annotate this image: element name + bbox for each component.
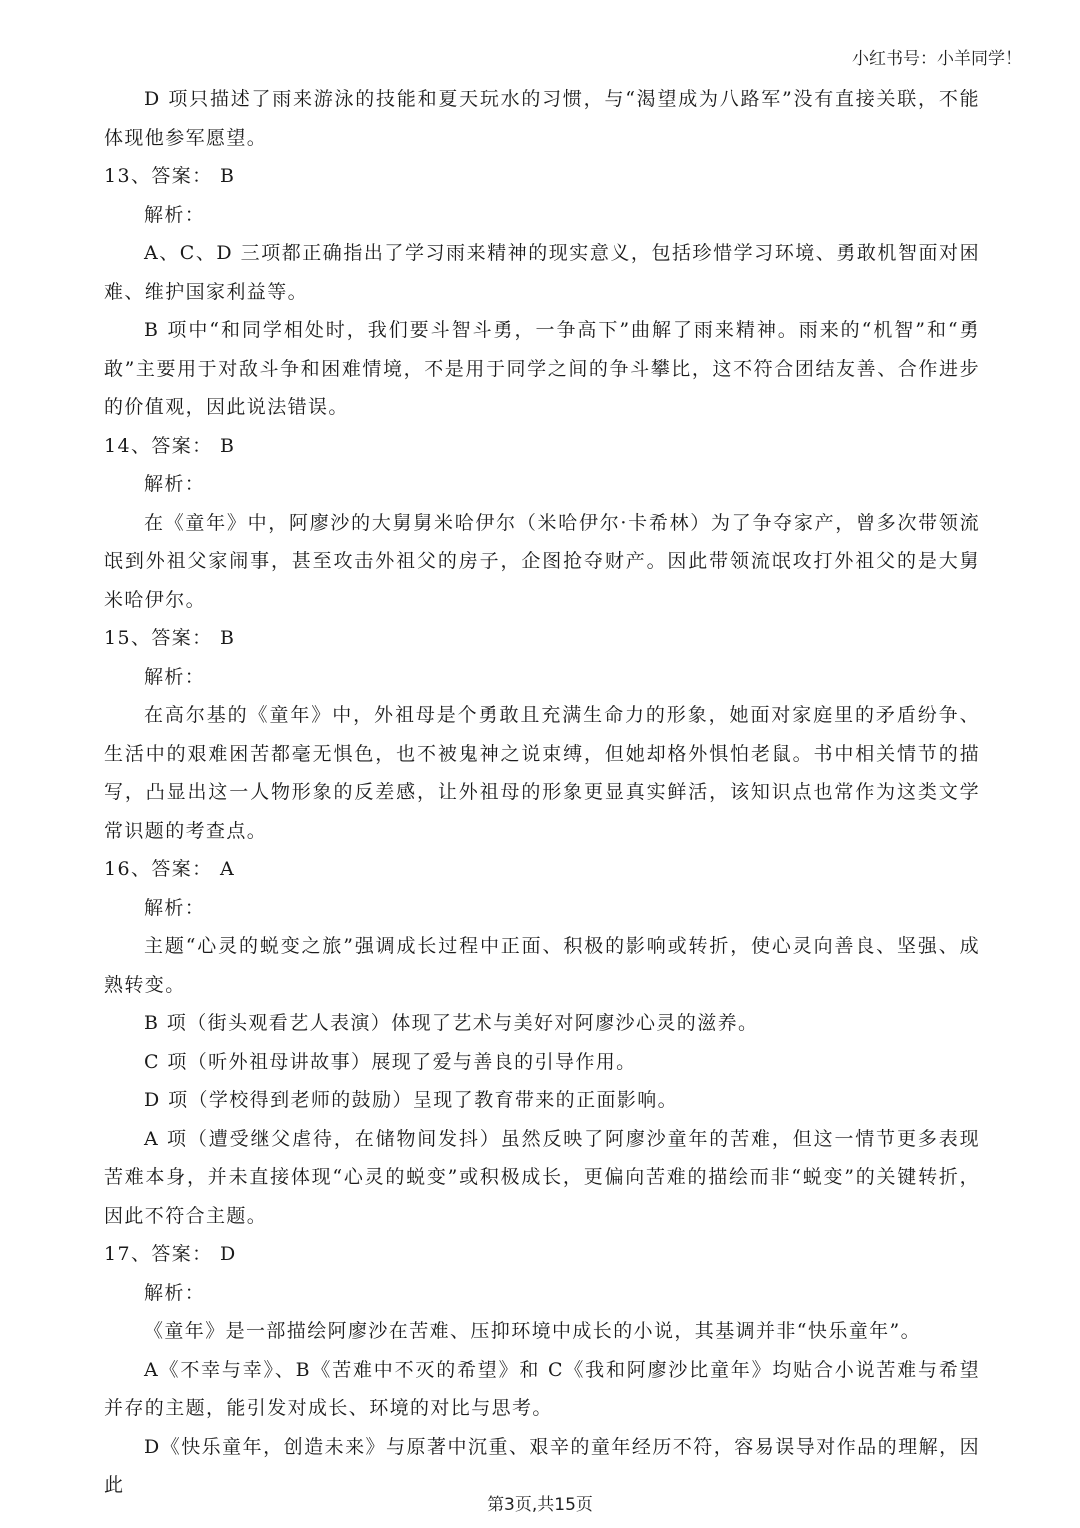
answer-line: 17、答案： D (104, 1243, 237, 1265)
answer-line: 14、答案： B (104, 434, 236, 457)
paragraph: D 项只描述了雨来游泳的技能和夏天玩水的习惯，与“渴望成为八路军”没有直接关联，不能体现他参军愿望。 (104, 88, 980, 149)
paragraph: D 项（学校得到老师的鼓励）呈现了教育带来的正面影响。 (144, 1089, 679, 1111)
answer-line: 13、答案： B (104, 165, 236, 187)
analysis-label: 解析： (144, 1281, 206, 1304)
paragraph: D《快乐童年，创造未来》与原著中沉重、艰辛的童年经历不符，容易误导对作品的理解，因此 (104, 1435, 980, 1496)
paragraph: A《不幸与幸》、B《苦难中不灭的希望》和 C《我和阿廖沙比童年》均贴合小说苦难与希望并存的主题，能引发对成长、环境的对比与思考。 (104, 1358, 980, 1419)
watermark-text: 小红书号：小羊同学！ (852, 49, 1022, 69)
answer-line: 15、答案： B (104, 627, 236, 649)
paragraph: 在高尔基的《童年》中，外祖母是个勇敢且充满生命力的形象，她面对家庭里的矛盾纷争、生活中的艰难困苦都毫无惧色，也不被鬼神之说束缚，但她却格外惧怕老鼠。书中相关情节的描写，凸显出这一人物形象的反差感，让外祖母的形象更显真实鲜活，该知识点也常作为这类文学常识题的考查点。 (104, 704, 980, 842)
answer-line: 16、答案： A (104, 858, 236, 880)
paragraph: B 项（街头观看艺人表演）体现了艺术与美好对阿廖沙心灵的滋养。 (144, 1012, 759, 1034)
paragraph: A、C、D 三项都正确指出了学习雨来精神的现实意义，包括珍惜学习环境、勇敢机智面对困难、维护国家利益等。 (104, 242, 980, 303)
page-number: 第3页,共15页 (487, 1495, 593, 1515)
analysis-label: 解析： (144, 473, 206, 495)
paragraph: 主题“心灵的蜕变之旅”强调成长过程中正面、积极的影响或转折，使心灵向善良、坚强、成熟转变。 (104, 935, 980, 996)
analysis-label: 解析： (144, 203, 206, 226)
paragraph: 在《童年》中，阿廖沙的大舅舅米哈伊尔（米哈伊尔·卡希林）为了争夺家产，曾多次带领流氓到外祖父家闹事，甚至攻击外祖父的房子，企图抢夺财产。因此带领流氓攻打外祖父的是大舅米哈伊尔。 (104, 511, 980, 611)
paragraph: C 项（听外祖母讲故事）展现了爱与善良的引导作用。 (144, 1050, 637, 1073)
paragraph: B 项中“和同学相处时，我们要斗智斗勇，一争高下”曲解了雨来精神。雨来的“机智”和“勇敢”主要用于对敌斗争和困难情境，不是用于同学之间的争斗攀比，这不符合团结友善、合作进步的价值观，因此说法错误。 (104, 319, 980, 418)
document-body (104, 80, 980, 1505)
paragraph: 《童年》是一部描绘阿廖沙在苦难、压抑环境中成长的小说，其基调并非“快乐童年”。 (144, 1320, 922, 1342)
paragraph: A 项（遭受继父虐待，在储物间发抖）虽然反映了阿廖沙童年的苦难，但这一情节更多表现苦难本身，并未直接体现“心灵的蜕变”或积极成长，更偏向苦难的描绘而非“蜕变”的关键转折，因此不符合主题。 (104, 1127, 980, 1227)
analysis-label: 解析： (144, 896, 206, 919)
analysis-label: 解析： (144, 665, 206, 688)
